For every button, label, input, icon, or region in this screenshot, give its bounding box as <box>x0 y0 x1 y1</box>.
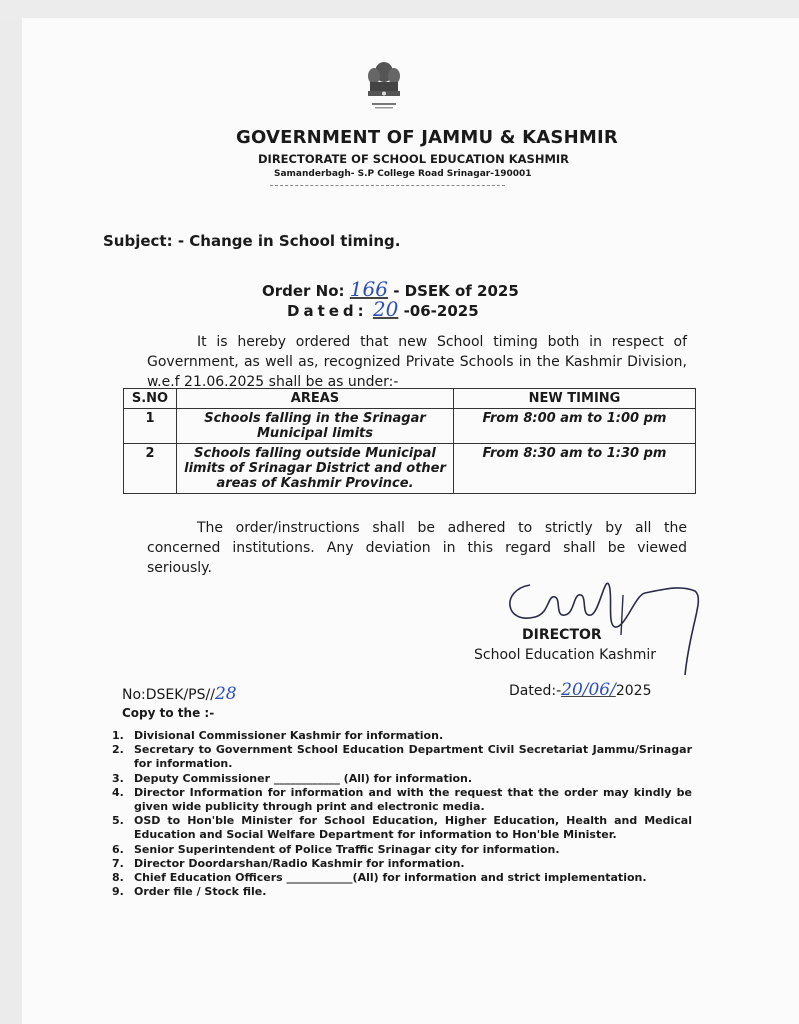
list-item: 9. Order file / Stock file. <box>112 885 267 899</box>
copy-to-label: Copy to the :- <box>122 706 215 720</box>
order-suffix: - DSEK of 2025 <box>393 282 519 300</box>
reference-label: No:DSEK/PS// <box>122 687 215 703</box>
director-office: School Education Kashmir <box>474 647 657 663</box>
table-row <box>124 444 696 494</box>
dated-suffix: -06-2025 <box>403 302 479 320</box>
list-item: 3. Deputy Commissioner ____________ (All) for information. <box>112 771 473 785</box>
national-emblem-icon <box>362 58 406 122</box>
copy-to-list <box>112 729 692 899</box>
list-item: 6. Senior Superintendent of Police Traffic Srinagar city for information. <box>112 842 560 856</box>
instruction-paragraph: The order/instructions shall be adhered to strictly by all the concerned institutions. Any deviation in this regard shall be viewed seriously. <box>147 520 687 576</box>
row-timing: From 8:00 am to 1:00 pm <box>454 409 696 444</box>
row-area: Schools falling outside Municipal limits of Srinagar District and other areas of Kashmir Province. <box>177 444 454 494</box>
list-item: 8. Chief Education Officers ____________(All) for information and strict implementation. <box>112 871 647 885</box>
row-timing: From 8:30 am to 1:30 pm <box>454 444 696 494</box>
header-sno: S.NO <box>124 389 177 409</box>
order-paragraph: It is hereby ordered that new School timing both in respect of Government, as well as, recognized Private Schools in the Kashmir Division, w.e.f 21.06.2025 shall be as under:- <box>147 334 687 390</box>
list-item: 7. Director Doordarshan/Radio Kashmir for information. <box>112 856 465 870</box>
reference-date <box>509 680 651 700</box>
timing-table <box>123 388 696 494</box>
table-header-row <box>124 389 696 409</box>
reference-dated-year: 2025 <box>615 683 652 699</box>
list-item: 1. Divisional Commissioner Kashmir for information. <box>112 729 444 742</box>
subject-line: Subject: - Change in School timing. <box>103 232 401 250</box>
government-heading: GOVERNMENT OF JAMMU & KASHMIR <box>236 127 618 148</box>
row-area: Schools falling in the Srinagar Municipal limits <box>177 409 454 444</box>
list-item: 2. Secretary to Government School Education Department Civil Secretariat Jammu/Srinagar for information. <box>112 743 692 771</box>
top-margin <box>0 0 799 18</box>
order-number-handwritten: 166 <box>349 277 388 301</box>
order-date-line <box>287 297 479 321</box>
list-item: 4. Director Information for information and with the request that the order may kindly be given wide publicity through print and electronic media. <box>112 785 692 814</box>
director-signature <box>495 555 715 685</box>
reference-dated-handwritten: 20/06/ <box>561 680 616 700</box>
director-title: DIRECTOR <box>522 627 602 643</box>
table-row <box>124 409 696 444</box>
row-sno: 1 <box>124 409 177 444</box>
dated-label: Dated: <box>287 302 368 320</box>
header-areas: AREAS <box>177 389 454 409</box>
order-label: Order No: <box>262 282 345 300</box>
header-timing: NEW TIMING <box>454 389 696 409</box>
row-sno: 2 <box>124 444 177 494</box>
reference-handwritten: 28 <box>214 684 237 704</box>
header-divider <box>270 185 505 186</box>
address-line: Samanderbagh- S.P College Road Srinagar-190001 <box>274 169 532 179</box>
list-item: 5. OSD to Hon'ble Minister for School Education, Higher Education, Health and Medical Education and Social Welfare Department for information to Hon'ble Minister. <box>112 814 692 842</box>
reference-number <box>122 684 237 704</box>
directorate-heading: DIRECTORATE OF SCHOOL EDUCATION KASHMIR <box>258 152 570 166</box>
dated-day-handwritten: 20 <box>372 297 399 321</box>
reference-dated-label: Dated:- <box>509 683 562 699</box>
